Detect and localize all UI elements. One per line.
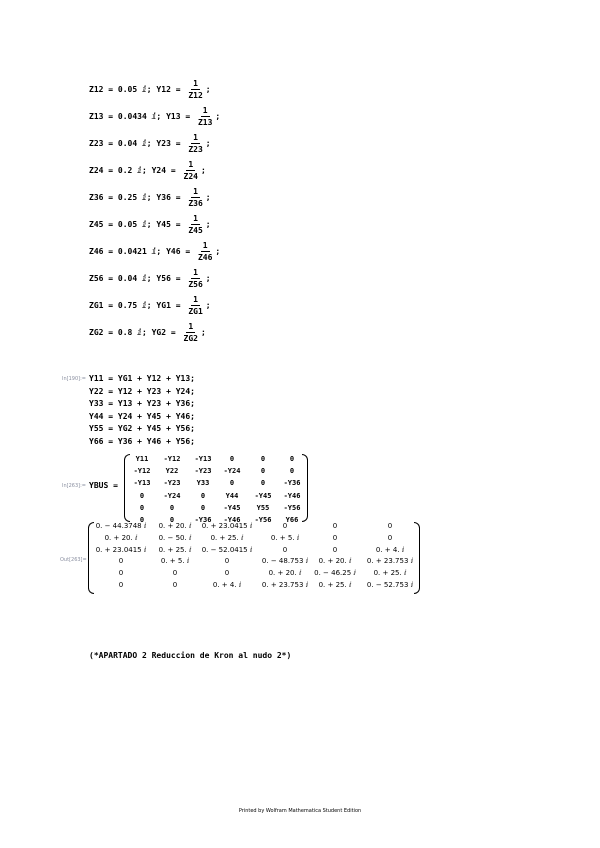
assignment-line[interactable] xyxy=(89,105,220,127)
matrix-right-bracket xyxy=(414,522,420,594)
ybus-numeric-cell: 0. + 20. ⅈ xyxy=(158,522,192,530)
sum-line: Y55 = YG2 + Y45 + Y56; xyxy=(89,424,195,434)
ybus-cell: 0 xyxy=(200,491,206,500)
fraction xyxy=(186,214,204,235)
semicolon: ; xyxy=(205,138,211,148)
ybus-cell: -Y46 xyxy=(283,491,301,500)
ybus-cell: -Y12 xyxy=(133,467,151,476)
ybus-cell: -Y13 xyxy=(194,455,212,463)
ybus-cell: -Y23 xyxy=(163,479,181,488)
ybus-numeric-cell: 0. + 5. ⅈ xyxy=(160,557,190,566)
ybus-numeric-cell: 0. − 52.753 ⅈ xyxy=(366,581,414,589)
ybus-cell: -Y45 xyxy=(223,503,241,512)
assignment-line[interactable] xyxy=(89,159,206,181)
ybus-numeric-cell: 0 xyxy=(282,545,288,554)
fraction-denominator: Z24 xyxy=(183,171,198,181)
assignment-line[interactable] xyxy=(89,267,211,289)
ybus-numeric-cell: 0. − 48.753 ⅈ xyxy=(261,557,309,566)
fraction xyxy=(182,322,200,343)
assignment-line[interactable] xyxy=(89,132,211,154)
fraction-denominator: Z13 xyxy=(197,117,213,127)
fraction-numerator: 1 xyxy=(202,240,208,250)
semicolon: ; xyxy=(205,192,211,202)
fraction-numerator: 1 xyxy=(188,321,194,331)
semicolon: ; xyxy=(205,300,211,310)
ybus-numeric-cell: 0. + 25. ⅈ xyxy=(318,581,352,589)
ybus-numeric-cell: 0 xyxy=(387,522,393,530)
fraction-denominator: ZG2 xyxy=(183,333,198,343)
assignment-line[interactable] xyxy=(89,78,211,100)
ybus-numeric-cell: 0 xyxy=(224,569,230,578)
fraction-numerator: 1 xyxy=(193,78,198,88)
ybus-numeric-cell: 0. + 4. ⅈ xyxy=(212,581,242,589)
assignment-line[interactable] xyxy=(89,294,211,316)
ybus-numeric-cell: 0. + 25. ⅈ xyxy=(158,545,192,554)
fraction-numerator: 1 xyxy=(188,159,194,169)
assignment-text: Z23 = 0.04 ⅈ; Y23 = xyxy=(89,138,186,148)
fraction xyxy=(196,106,214,127)
sum-line: Y44 = Y24 + Y45 + Y46; xyxy=(89,411,195,421)
fraction-denominator: Z45 xyxy=(188,225,203,235)
ybus-cell: -Y24 xyxy=(163,491,181,500)
assignment-text: Z12 = 0.05 ⅈ; Y12 = xyxy=(89,84,186,94)
ybus-numeric-cell: 0. + 20. ⅈ xyxy=(268,569,302,578)
ybus-numeric-cell: 0 xyxy=(332,545,338,554)
ybus-cell: 0 xyxy=(229,479,235,488)
semicolon: ; xyxy=(200,165,206,175)
assignment-line[interactable] xyxy=(89,321,206,343)
ybus-numeric-cell: 0. − 52.0415 ⅈ xyxy=(201,545,253,554)
ybus-cell: -Y12 xyxy=(163,455,181,463)
semicolon: ; xyxy=(200,327,206,337)
ybus-cell: -Y45 xyxy=(254,491,272,500)
ybus-cell: -Y46 xyxy=(223,516,241,524)
ybus-numeric-cell: 0 xyxy=(172,569,178,578)
ybus-numeric-cell: 0. + 23.0415 ⅈ xyxy=(201,522,253,530)
ybus-cell: 0 xyxy=(289,455,295,463)
assignment-text: Z36 = 0.25 ⅈ; Y36 = xyxy=(89,192,186,202)
matrix-left-bracket xyxy=(124,454,130,522)
fraction-denominator: Z56 xyxy=(188,279,203,289)
fraction xyxy=(186,295,204,316)
fraction xyxy=(196,241,214,262)
ybus-cell: Y55 xyxy=(256,503,270,512)
ybus-numeric-cell: 0 xyxy=(118,569,124,578)
ybus-numeric-cell: 0 xyxy=(224,557,230,566)
matrix-left-bracket xyxy=(88,522,94,594)
sum-line: Y11 = YG1 + Y12 + Y13; xyxy=(89,374,195,383)
ybus-numeric-cell: 0 xyxy=(282,522,288,530)
fraction-numerator: 1 xyxy=(193,213,198,223)
fraction-denominator: Z46 xyxy=(197,252,213,262)
sum-line: Y33 = Y13 + Y23 + Y36; xyxy=(89,399,195,409)
ybus-cell: 0 xyxy=(229,455,235,463)
fraction-denominator: Z36 xyxy=(188,198,203,208)
ybus-cell: -Y24 xyxy=(223,467,241,476)
fraction xyxy=(182,160,200,181)
fraction-numerator: 1 xyxy=(202,105,208,115)
ybus-numeric-cell: 0. + 23.0415 ⅈ xyxy=(95,545,147,554)
ybus-cell: 0 xyxy=(260,479,266,488)
semicolon: ; xyxy=(205,84,211,94)
fraction xyxy=(186,79,204,100)
assignment-text: Z56 = 0.04 ⅈ; Y56 = xyxy=(89,273,186,283)
assignment-text: Z13 = 0.0434 ⅈ; Y13 = xyxy=(89,111,195,121)
input-label-ybus: In[263]:= xyxy=(62,483,86,489)
ybus-numeric-cell: 0. + 20. ⅈ xyxy=(318,557,352,566)
assignment-line[interactable] xyxy=(89,186,211,208)
ybus-cell: -Y13 xyxy=(133,479,151,488)
ybus-cell: Y66 xyxy=(285,516,299,524)
ybus-cell: 0 xyxy=(260,455,266,463)
ybus-cell: 0 xyxy=(169,503,175,512)
ybus-numeric-cell: 0 xyxy=(118,581,124,589)
ybus-numeric-cell: 0. − 46.25 ⅈ xyxy=(314,569,356,578)
ybus-numeric-cell: 0. + 25. ⅈ xyxy=(373,569,407,578)
ybus-cell: Y11 xyxy=(135,455,149,463)
ybus-cell: Y44 xyxy=(225,491,239,500)
assignment-text: Z46 = 0.0421 ⅈ; Y46 = xyxy=(89,246,195,256)
ybus-numeric-cell: 0 xyxy=(172,581,178,589)
sum-line: Y66 = Y36 + Y46 + Y56; xyxy=(89,437,195,446)
ybus-cell: 0 xyxy=(139,503,145,512)
fraction-numerator: 1 xyxy=(193,294,198,304)
output-label: Out[263]= xyxy=(60,557,87,563)
ybus-cell: 0 xyxy=(139,491,145,500)
ybus-lhs[interactable]: YBUS = xyxy=(89,481,118,490)
fraction-numerator: 1 xyxy=(193,186,198,196)
ybus-cell: -Y56 xyxy=(254,516,272,524)
kron-comment[interactable]: (*APARTADO 2 Reduccion de Kron al nudo 2*) xyxy=(89,651,292,660)
input-label-sums: In[190]:= xyxy=(62,376,86,382)
ybus-cell: -Y23 xyxy=(194,467,212,476)
ybus-numeric-cell: 0. + 25. ⅈ xyxy=(210,533,244,542)
footer-note: Printed by Wolfram Mathematica Student Edition xyxy=(238,808,362,814)
assignment-line[interactable] xyxy=(89,213,211,235)
semicolon: ; xyxy=(215,111,221,121)
assignment-text: Z45 = 0.05 ⅈ; Y45 = xyxy=(89,219,186,229)
assignment-text: ZG1 = 0.75 ⅈ; YG1 = xyxy=(89,300,186,310)
fraction-denominator: Z23 xyxy=(188,144,203,154)
ybus-numeric-cell: 0 xyxy=(332,522,338,530)
semicolon: ; xyxy=(215,246,221,256)
ybus-cell: Y22 xyxy=(165,467,179,476)
ybus-cell: 0 xyxy=(260,467,266,476)
fraction xyxy=(186,268,204,289)
fraction-numerator: 1 xyxy=(193,267,198,277)
ybus-cell: -Y36 xyxy=(283,479,301,488)
fraction-denominator: ZG1 xyxy=(188,306,203,316)
ybus-cell: 0 xyxy=(289,467,295,476)
fraction-denominator: Z12 xyxy=(188,90,203,100)
ybus-numeric-cell: 0 xyxy=(332,533,338,542)
ybus-cell: -Y56 xyxy=(283,503,301,512)
ybus-cell: 0 xyxy=(169,516,175,524)
fraction xyxy=(186,133,204,154)
ybus-cell: 0 xyxy=(139,516,145,524)
ybus-numeric-cell: 0. − 50. ⅈ xyxy=(158,533,192,542)
semicolon: ; xyxy=(205,273,211,283)
ybus-numeric-cell: 0 xyxy=(387,533,393,542)
assignment-text: ZG2 = 0.8 ⅈ; YG2 = xyxy=(89,327,181,337)
matrix-right-bracket xyxy=(302,454,308,522)
semicolon: ; xyxy=(205,219,211,229)
ybus-numeric-cell: 0 xyxy=(118,557,124,566)
assignment-line[interactable] xyxy=(89,240,220,262)
ybus-numeric-cell: 0. + 4. ⅈ xyxy=(375,545,405,554)
assignment-text: Z24 = 0.2 ⅈ; Y24 = xyxy=(89,165,181,175)
ybus-cell: Y33 xyxy=(196,479,210,488)
fraction xyxy=(186,187,204,208)
ybus-numeric-cell: 0. + 20. ⅈ xyxy=(104,533,138,542)
ybus-cell: 0 xyxy=(200,503,206,512)
ybus-numeric-cell: 0. + 5. ⅈ xyxy=(270,533,300,542)
ybus-numeric-cell: 0. + 23.753 ⅈ xyxy=(366,557,414,566)
ybus-numeric-cell: 0. − 44.3748 ⅈ xyxy=(95,522,147,530)
ybus-numeric-cell: 0. + 23.753 ⅈ xyxy=(261,581,309,589)
sum-line: Y22 = Y12 + Y23 + Y24; xyxy=(89,386,195,396)
ybus-cell: -Y36 xyxy=(194,516,212,524)
fraction-numerator: 1 xyxy=(193,132,198,142)
